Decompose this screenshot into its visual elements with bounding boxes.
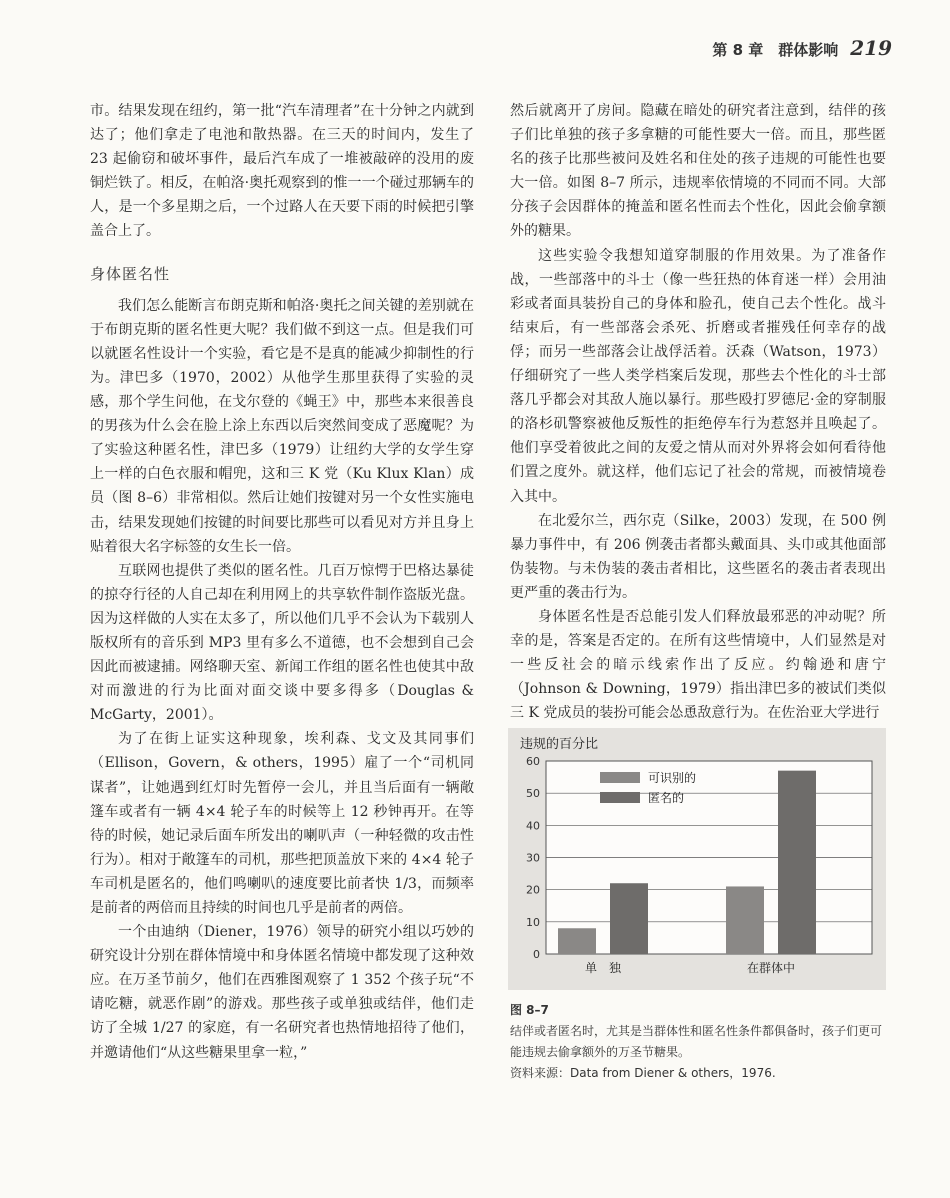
chart-title: 违规的百分比 (520, 737, 599, 752)
section-heading: 身体匿名性 (90, 264, 171, 283)
running-header (712, 36, 892, 60)
legend-swatch (600, 772, 640, 783)
figure-8-7 (508, 728, 886, 990)
y-tick-label: 10 (526, 915, 540, 929)
figure-caption-text: 结伴或者匿名时，尤其是当群体性和匿名性条件都俱备时，孩子们更可能违规去偷拿额外的万圣节糖果。 (510, 1024, 883, 1059)
paragraph: 然后就离开了房间。隐藏在暗处的研究者注意到，结伴的孩子们比单独的孩子多拿糖的可能性要大一倍。而且，那些匿名的孩子比那些被问及姓名和住处的孩子违规的可能性也要大一倍。如图 8–7 所示，违规率依情境的不同而不同。大部分孩子会因群体的掩盖和匿名性而去个性化，因此会偷拿额外的糖果。 (510, 103, 886, 240)
paragraph: 一个由迪纳（Diener，1976）领导的研究小组以巧妙的研究设计分别在群体情境中和身体匿名情境中都发现了这种效应。在万圣节前夕，他们在西雅图观察了 1 352 个孩子玩“不请吃糖，就恶作剧”的游戏。那些孩子或单独或结伴，他们走访了全城 1/27 的家庭，有一名研究者也热情地招待了他们，并邀请他们“从这些糖果里拿一粒，” (90, 924, 474, 1061)
chapter-title: 第 8 章 群体影响 (712, 41, 839, 59)
figure-number: 图 8–7 (510, 1003, 549, 1017)
x-tick-label: 在群体中 (746, 961, 796, 975)
bar-chart (508, 728, 886, 990)
y-tick-label: 60 (526, 755, 540, 768)
paragraph: 在北爱尔兰，西尔克（Silke，2003）发现，在 500 例暴力事件中，有 206 例袭击者都头戴面具、头巾或其他面部伪装物。与未伪装的袭击者相比，这些匿名的袭击者表现出更严重的袭击行为。 (510, 512, 886, 601)
legend-swatch (600, 792, 640, 803)
figure-source: 资料来源：Data from Diener & others，1976. (510, 1066, 776, 1080)
y-tick-label: 30 (526, 851, 540, 865)
left-column (90, 99, 474, 1065)
paragraph: 身体匿名性是否总能引发人们释放最邪恶的冲动呢？所幸的是，答案是否定的。在所有这些情境中，人们显然是对一些反社会的暗示线索作出了反应。约翰逊和唐宁（Johnson & Downing，1979）指出津巴多的被试们类似三 K 党成员的装扮可能会怂恿敌意行为。在佐治亚大学进行 (510, 608, 886, 722)
y-tick-label: 50 (526, 787, 540, 801)
paragraph: 互联网也提供了类似的匿名性。几百万惊愕于巴格达暴徒的掠夺行径的人自己却在利用网上的共享软件制作盗版光盘。因为这样做的人实在太多了，所以他们几乎不会认为下载别人版权所有的音乐到 MP3 里有多么不道德，也不会想到自己会因此而被逮捕。网络聊天室、新闻工作组的匿名性也使其中敌对而激进的行为比面对面交谈中要多得多（Douglas & McGarty，2001）。 (90, 562, 474, 724)
x-tick-label: 单 独 (584, 961, 622, 975)
y-tick-label: 40 (526, 819, 540, 833)
paragraph: 市。结果发现在纽约，第一批“汽车清理者”在十分钟之内就到达了；他们拿走了电池和散热器。在三天的时间内，发生了 23 起偷窃和破坏事件，最后汽车成了一堆被敲碎的没用的废铜烂铁了。相反，在帕洛·奥托观察到的惟一一个碰过那辆车的人，是一个多星期之后，一个过路人在天要下雨的时候把引擎盖合上了。 (90, 103, 474, 240)
right-column (510, 99, 886, 725)
bar (778, 771, 816, 954)
bar (610, 883, 648, 954)
legend-label: 可识别的 (648, 771, 697, 785)
y-tick-label: 20 (526, 883, 540, 897)
page-number: 219 (850, 36, 892, 60)
bar (726, 886, 764, 954)
y-tick-label: 0 (533, 948, 540, 961)
paragraph: 我们怎么能断言布朗克斯和帕洛·奥托之间关键的差别就在于布朗克斯的匿名性更大呢？我们做不到这一点。但是我们可以就匿名性设计一个实验，看它是不是真的能减少抑制性的行为。津巴多（1970，2002）从他学生那里获得了实验的灵感，那个学生问他，在戈尔登的《蝇王》中，那些本来很善良的男孩为什么会在脸上涂上东西以后突然间变成了恶魔呢？为了实验这种匿名性，津巴多（1979）让纽约大学的女学生穿上一样的白色衣服和帽兜，这和三 K 党（Ku Klux Klan）成员（图 8–6）非常相似。然后让她们按键对另一个女性实施电击，结果发现她们按键的时间要比那些可以看见对方并且身上贴着很大名字标签的女生长一倍。 (90, 297, 474, 555)
bar (558, 928, 596, 954)
paragraph: 为了在街上证实这种现象，埃利森、戈文及其同事们（Ellison，Govern，& others，1995）雇了一个“司机同谋者”，让她遇到红灯时先暂停一会儿，并且当后面有一辆敞篷车或者有一辆 4×4 轮子车的时候等上 12 秒钟再开。在等待的时候，她记录后面车所发出的喇叭声（一种轻微的攻击性行为）。相对于敞篷车的司机，那些把顶盖放下来的 4×4 轮子车司机是匿名的，他们鸣喇叭的速度要比前者快 1/3，而频率是前者的两倍而且持续的时间也几乎是前者的两倍。 (90, 731, 474, 916)
legend-label: 匿名的 (648, 791, 685, 805)
figure-caption (510, 1000, 888, 1084)
paragraph: 这些实验令我想知道穿制服的作用效果。为了准备作战，一些部落中的斗士（像一些狂热的体育迷一样）会用油彩或者面具装扮自己的身体和脸孔，使自己去个性化。战斗结束后，有一些部落会杀死、折磨或者摧残任何幸存的战俘；而另一些部落会让战俘活着。沃森（Watson，1973）仔细研究了一些人类学档案后发现，那些去个性化的斗士部落几乎都会对其敌人施以暴行。那些殴打罗德尼·金的穿制服的洛杉矶警察被他反叛性的拒绝停车行为惹怒并且唤起了。他们享受着彼此之间的友爱之情从而对外界将会如何看待他们置之度外。就这样，他们忘记了社会的常规，而被情境卷入其中。 (510, 247, 886, 505)
